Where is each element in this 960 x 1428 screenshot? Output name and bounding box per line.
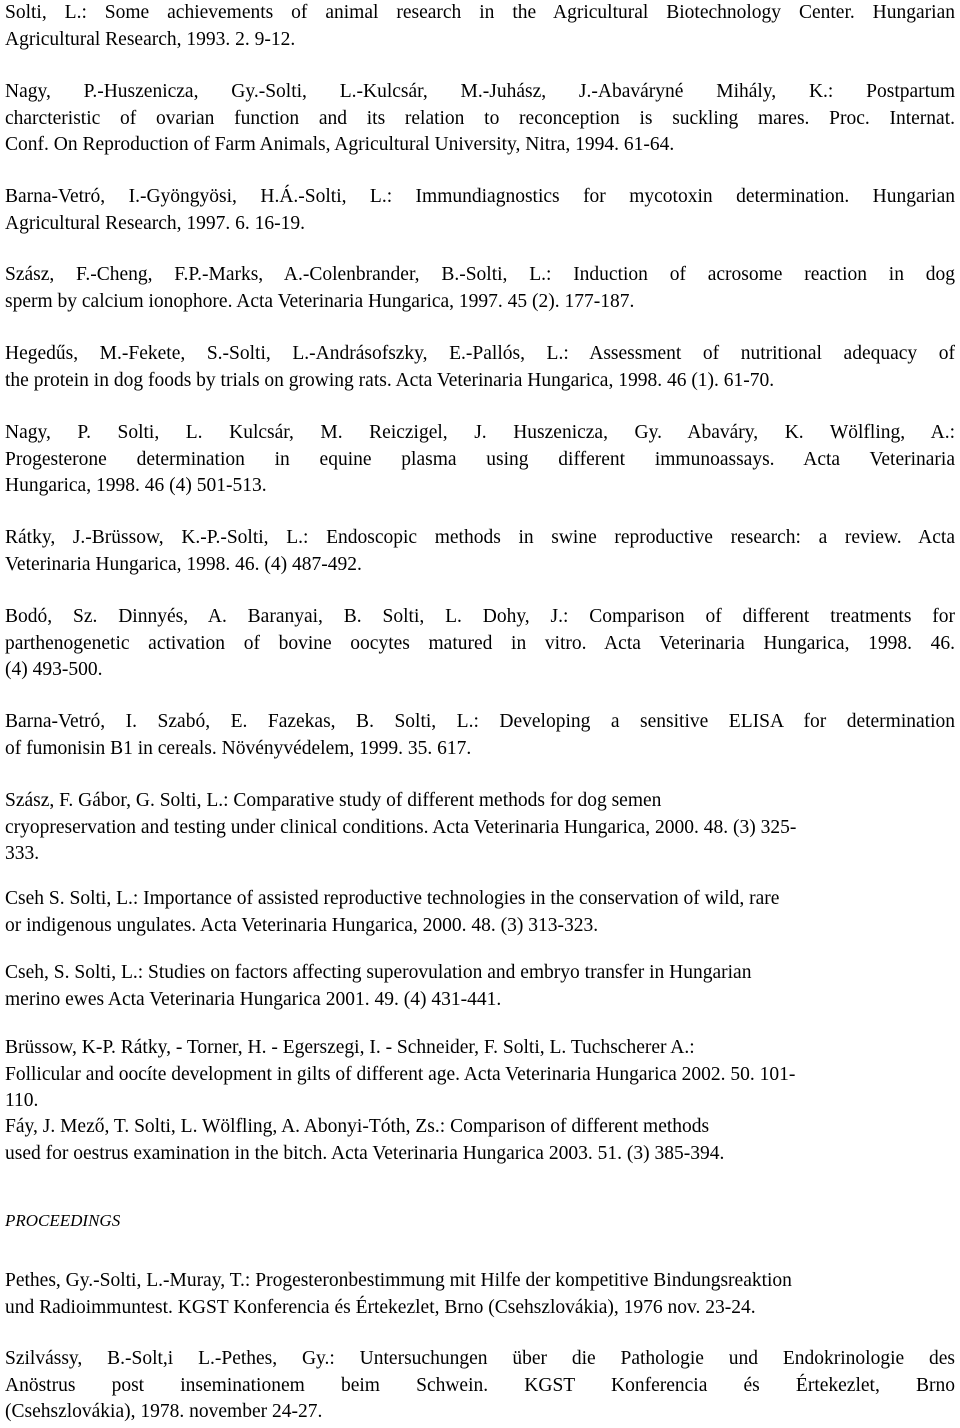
reference-line: Progesterone determination in equine plasma using different immunoassays. Acta Veterinaria: [5, 448, 955, 470]
reference-line: Anöstrus post inseminationem beim Schwein. KGST Konferencia és Értekezlet, Brno: [5, 1374, 955, 1396]
reference-line: Barna-Vetró, I. Szabó, E. Fazekas, B. Solti, L.: Developing a sensitive ELISA for determination: [5, 711, 955, 732]
reference-line: 333.: [5, 843, 40, 864]
reference-line: Rátky, J.-Brüssow, K.-P.-Solti, L.: Endoscopic methods in swine reproductive research: a review. Acta: [5, 527, 955, 548]
reference-line: charcteristic of ovarian function and its relation to reconception is suckling mares. Proc. Internat.: [5, 107, 955, 129]
reference-entry: [5, 1346, 955, 1426]
reference-line: Agricultural Research, 1997. 6. 16-19.: [5, 212, 306, 234]
reference-line: Szász, F.-Cheng, F.P.-Marks, A.-Colenbrander, B.-Solti, L.: Induction of acrosome reaction in dog: [5, 264, 955, 285]
reference-line: (4) 493-500.: [5, 659, 103, 680]
reference-line: Cseh S. Solti, L.: Importance of assisted reproductive technologies in the conservation of wild, rare: [5, 888, 780, 909]
reference-entry: [5, 604, 955, 684]
reference-line: Bodó, Sz. Dinnyés, A. Baranyai, B. Solti, L. Dohy, J.: Comparison of different treatments for: [5, 606, 955, 627]
reference-entry: [5, 262, 955, 315]
reference-line: Szilvássy, B.-Solt,i L.-Pethes, Gy.: Untersuchungen über die Pathologie und Endokrinologie des: [5, 1348, 955, 1369]
reference-entry: [5, 1114, 955, 1167]
reference-line: Barna-Vetró, I.-Gyöngyösi, H.Á.-Solti, L.: Immundiagnostics for mycotoxin determination. Hungarian: [5, 186, 955, 207]
reference-entry: [5, 341, 955, 394]
reference-entry: [5, 709, 955, 762]
reference-entry: [5, 886, 955, 939]
reference-line: Pethes, Gy.-Solti, L.-Muray, T.: Progesteronbestimmung mit Hilfe der kompetitive Bindungsreaktion: [5, 1270, 792, 1291]
reference-entry: [5, 788, 955, 868]
reference-line: used for oestrus examination in the bitch. Acta Veterinaria Hungarica 2003. 51. (3) 385-394.: [5, 1142, 725, 1164]
reference-entry: [5, 525, 955, 578]
reference-entry: [5, 79, 955, 159]
reference-line: Hungarica, 1998. 46 (4) 501-513.: [5, 475, 267, 496]
reference-line: Brüssow, K-P. Rátky, - Torner, H. - Egerszegi, I. - Schneider, F. Solti, L. Tuchscherer A.:: [5, 1037, 695, 1058]
reference-line: the protein in dog foods by trials on growing rats. Acta Veterinaria Hungarica, 1998. 46 (1). 61-70.: [5, 369, 775, 391]
reference-line: merino ewes Acta Veterinaria Hungarica 2001. 49. (4) 431-441.: [5, 988, 502, 1010]
reference-entry: [5, 1268, 955, 1321]
reference-line: of fumonisin B1 in cereals. Növényvédelem, 1999. 35. 617.: [5, 737, 472, 759]
reference-entry: [5, 960, 955, 1013]
reference-line: Hegedűs, M.-Fekete, S.-Solti, L.-Andrásofszky, E.-Pallós, L.: Assessment of nutritional adequacy of: [5, 343, 955, 364]
reference-line: 110.: [5, 1090, 39, 1111]
reference-entry: [5, 1035, 955, 1115]
reference-line: Nagy, P. Solti, L. Kulcsár, M. Reiczigel, J. Huszenicza, Gy. Abaváry, K. Wölfling, A.:: [5, 422, 955, 443]
reference-entry: [5, 0, 955, 53]
reference-line: Solti, L.: Some achievements of animal research in the Agricultural Biotechnology Center. Hungarian: [5, 2, 955, 23]
reference-line: or indigenous ungulates. Acta Veterinaria Hungarica, 2000. 48. (3) 313-323.: [5, 914, 599, 936]
reference-entry: [5, 420, 955, 500]
reference-line: Szász, F. Gábor, G. Solti, L.: Comparative study of different methods for dog semen: [5, 790, 662, 811]
reference-line: Veterinaria Hungarica, 1998. 46. (4) 487-492.: [5, 553, 362, 575]
reference-line: (Csehszlovákia), 1978. november 24-27.: [5, 1401, 323, 1422]
reference-line: Follicular and oocíte development in gilts of different age. Acta Veterinaria Hungarica 2002. 50. 101-: [5, 1063, 796, 1085]
reference-line: sperm by calcium ionophore. Acta Veterinaria Hungarica, 1997. 45 (2). 177-187.: [5, 290, 635, 312]
reference-line: Fáy, J. Mező, T. Solti, L. Wölfling, A. Abonyi-Tóth, Zs.: Comparison of different methods: [5, 1116, 710, 1137]
reference-line: cryopreservation and testing under clinical conditions. Acta Veterinaria Hungarica, 2000. 48. (3) 325-: [5, 816, 797, 838]
section-heading-proceedings: PROCEEDINGS: [5, 1211, 121, 1230]
reference-line: Cseh, S. Solti, L.: Studies on factors affecting superovulation and embryo transfer in Hungarian: [5, 962, 752, 983]
reference-line: parthenogenetic activation of bovine oocytes matured in vitro. Acta Veterinaria Hungarica, 1998. 46.: [5, 632, 955, 654]
reference-line: Conf. On Reproduction of Farm Animals, Agricultural University, Nitra, 1994. 61-64.: [5, 134, 675, 155]
reference-line: und Radioimmuntest. KGST Konferencia és Értekezlet, Brno (Csehszlovákia), 1976 nov. 23-24.: [5, 1296, 756, 1318]
reference-line: Agricultural Research, 1993. 2. 9-12.: [5, 28, 296, 50]
reference-line: Nagy, P.-Huszenicza, Gy.-Solti, L.-Kulcsár, M.-Juhász, J.-Abaváryné Mihály, K.: Postpartum: [5, 81, 955, 102]
reference-entry: [5, 184, 955, 237]
